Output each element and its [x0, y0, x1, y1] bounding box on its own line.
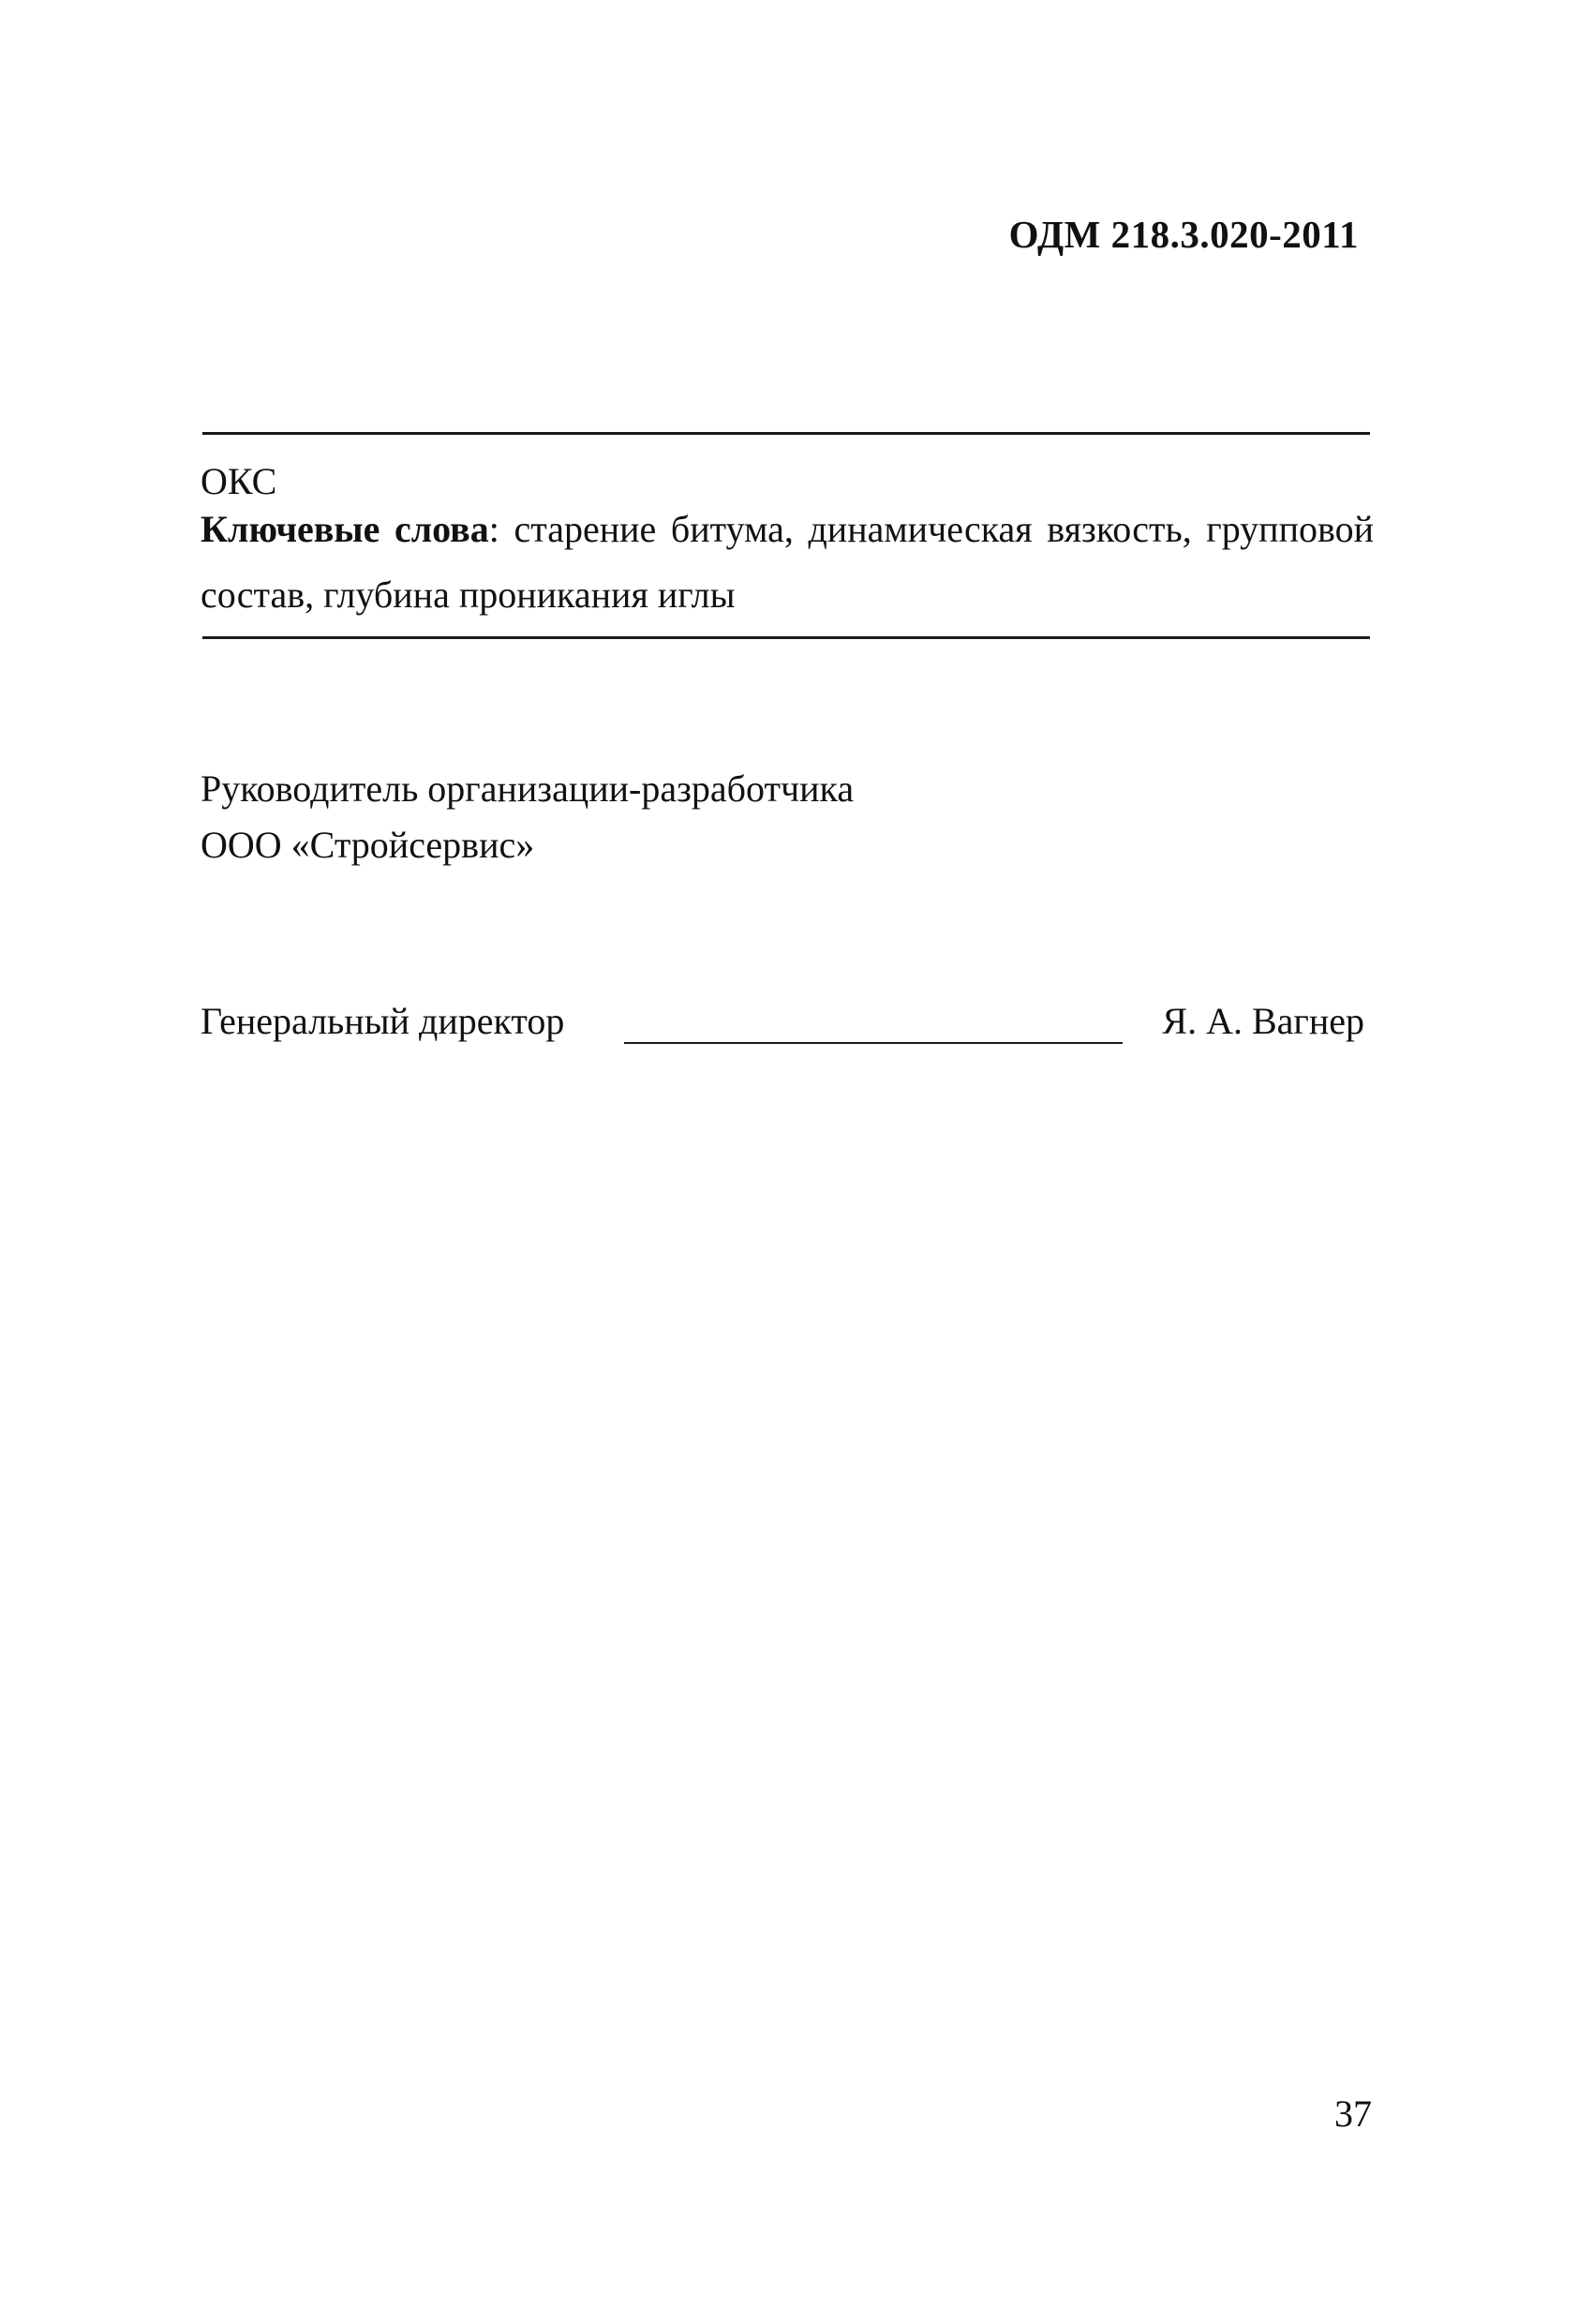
signatory-position: Генеральный директор — [201, 1000, 565, 1042]
organization-name: ООО «Стройсервис» — [201, 824, 535, 866]
document-code: ОДМ 218.3.020-2011 — [1008, 213, 1359, 256]
keywords-label: Ключевые слова — [201, 508, 489, 550]
oks-label: ОКС — [201, 460, 277, 502]
page-number: 37 — [1334, 2093, 1372, 2135]
keywords-separator: : — [488, 508, 499, 550]
developer-block — [201, 761, 854, 873]
keywords-text: старение битума, динамическая вязкость, групповой состав, глубина проникания иглы — [201, 508, 1375, 616]
leader-title: Руководитель организации-разработчика — [201, 767, 855, 810]
top-divider — [202, 432, 1370, 435]
bottom-divider — [202, 636, 1370, 639]
signature-row — [201, 999, 1374, 1055]
keywords-block — [201, 497, 1374, 628]
signatory-name: Я. А. Вагнер — [1162, 1000, 1364, 1042]
signature-line — [624, 1042, 1123, 1044]
